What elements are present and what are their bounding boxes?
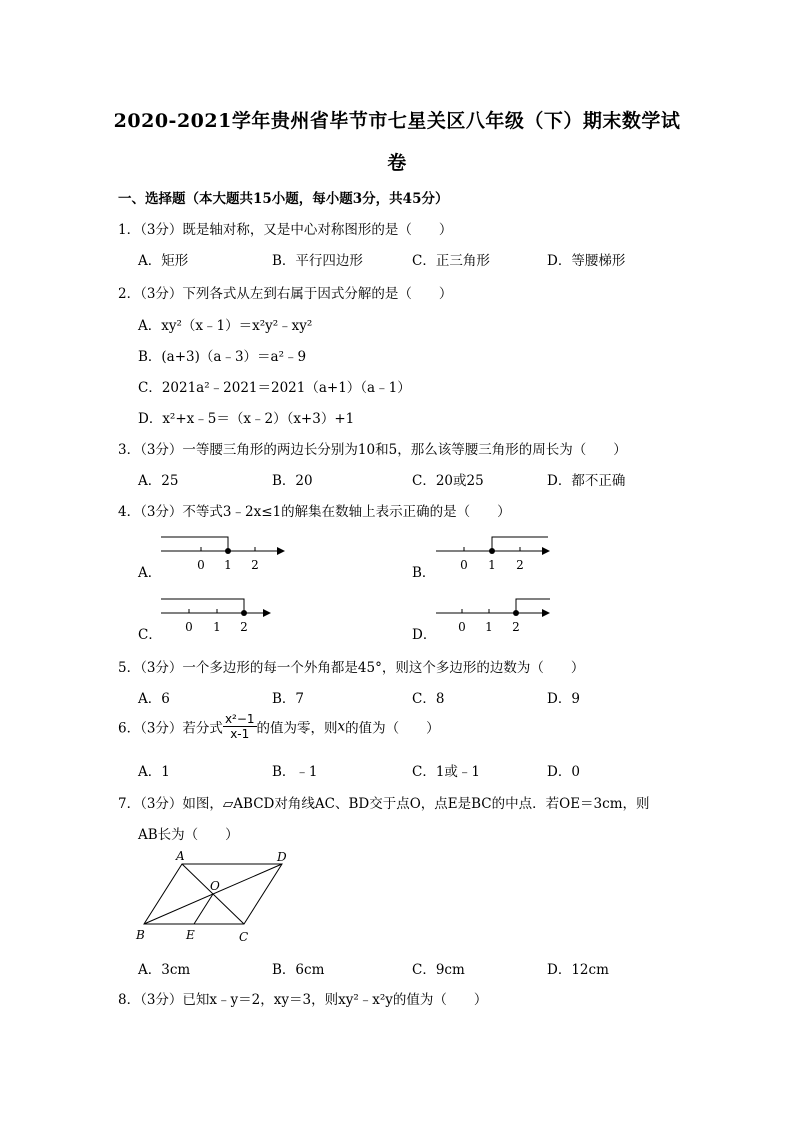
question-6-suffix-end: 的值为（ ） — [345, 720, 440, 737]
question-2-option-c: C．2021a²﹣2021＝2021（a+1）（a﹣1） — [138, 380, 411, 396]
tick-0: 0 — [458, 620, 466, 634]
tick-2: 2 — [512, 620, 520, 634]
question-2-option-d: D．x²+x﹣5＝（x﹣2）（x+3）+1 — [138, 411, 355, 427]
question-4-stem: 4．（3分）不等式3﹣2x≤1的解集在数轴上表示正确的是（ ） — [118, 504, 511, 520]
question-7-option-c: C．9cm — [412, 962, 465, 978]
question-6-suffix: 的值为零，则 — [256, 720, 338, 737]
parallelogram-figure — [130, 848, 300, 948]
question-4-option-d: D． — [412, 627, 437, 643]
question-6-prefix: 6．（3分）若分式 — [118, 720, 223, 737]
tick-1: 1 — [488, 558, 496, 572]
question-4-option-b: B． — [412, 565, 436, 581]
point-c-label: C — [239, 930, 249, 944]
question-7-stem-line2: AB长为（ ） — [138, 827, 239, 843]
question-1-stem: 1．（3分）既是轴对称，又是中心对称图形的是（ ） — [118, 222, 453, 238]
tick-0: 0 — [460, 558, 468, 572]
number-line-d — [430, 594, 560, 639]
question-1-option-b: B．平行四边形 — [272, 253, 363, 269]
fraction-denominator: x-1 — [230, 727, 250, 741]
question-3-option-a: A．25 — [138, 473, 179, 489]
question-4-option-c: C． — [138, 627, 162, 643]
question-1-option-c: C．正三角形 — [412, 253, 490, 269]
question-3-option-b: B．20 — [272, 473, 313, 489]
question-3-option-c: C．20或25 — [412, 473, 484, 489]
tick-1: 1 — [213, 620, 221, 634]
tick-2: 2 — [516, 558, 524, 572]
question-7-option-d: D．12cm — [547, 962, 609, 978]
question-2-stem: 2．（3分）下列各式从左到右属于因式分解的是（ ） — [118, 286, 453, 302]
fraction — [223, 712, 257, 741]
question-5-stem: 5．（3分）一个多边形的每一个外角都是45°，则这个多边形的边数为（ ） — [118, 660, 585, 676]
point-d-label: D — [277, 850, 287, 864]
number-line-a — [155, 532, 290, 577]
point-a-label: A — [176, 849, 185, 863]
tick-0: 0 — [185, 620, 193, 634]
question-1-option-a: A．矩形 — [138, 253, 189, 269]
tick-1: 1 — [485, 620, 493, 634]
question-7-stem-line1: 7．（3分）如图，▱ABCD对角线AC、BD交于点O，点E是BC的中点．若OE＝3cm，则 — [118, 796, 650, 812]
number-line-b — [430, 532, 560, 577]
section-heading: 一、选择题（本大题共15小题，每小题3分，共45分） — [118, 191, 449, 207]
question-5-option-d: D．9 — [547, 691, 580, 707]
question-6-variable: x — [337, 718, 346, 735]
question-8-stem: 8．（3分）已知x﹣y＝2，xy＝3，则xy²﹣x²y的值为（ ） — [118, 992, 488, 1008]
question-6-option-c: C．1或﹣1 — [412, 764, 481, 780]
question-2-option-a: A．xy²（x﹣1）＝x²y²﹣xy² — [138, 318, 313, 334]
question-5-option-a: A．6 — [138, 691, 170, 707]
tick-1: 1 — [224, 558, 232, 572]
tick-2: 2 — [251, 558, 259, 572]
question-5-option-b: B．7 — [272, 691, 305, 707]
question-7-option-a: A．3cm — [138, 962, 191, 978]
question-6-stem — [118, 712, 440, 741]
question-1-option-d: D．等腰梯形 — [547, 253, 626, 269]
question-2-option-b: B．(a+3)（a﹣3）＝a²﹣9 — [138, 349, 307, 365]
question-3-stem: 3．（3分）一等腰三角形的两边长分别为10和5，那么该等腰三角形的周长为（ ） — [118, 442, 627, 458]
question-3-option-d: D．都不正确 — [547, 473, 626, 489]
question-6-option-a: A．1 — [138, 764, 170, 780]
document-title-continued: 卷 — [387, 152, 407, 174]
question-6-option-d: D．0 — [547, 764, 580, 780]
point-e-label: E — [186, 928, 195, 942]
document-title: 2020-2021学年贵州省毕节市七星关区八年级（下）期末数学试 — [113, 110, 681, 132]
tick-0: 0 — [197, 558, 205, 572]
point-b-label: B — [136, 928, 145, 942]
fraction-numerator: x²−1 — [224, 712, 255, 726]
question-7-option-b: B．6cm — [272, 962, 325, 978]
question-5-option-c: C．8 — [412, 691, 445, 707]
question-4-option-a: A． — [138, 565, 162, 581]
number-line-c — [155, 594, 280, 639]
tick-2: 2 — [240, 620, 248, 634]
point-o-label: O — [210, 879, 220, 893]
question-6-option-b: B．﹣1 — [272, 764, 318, 780]
